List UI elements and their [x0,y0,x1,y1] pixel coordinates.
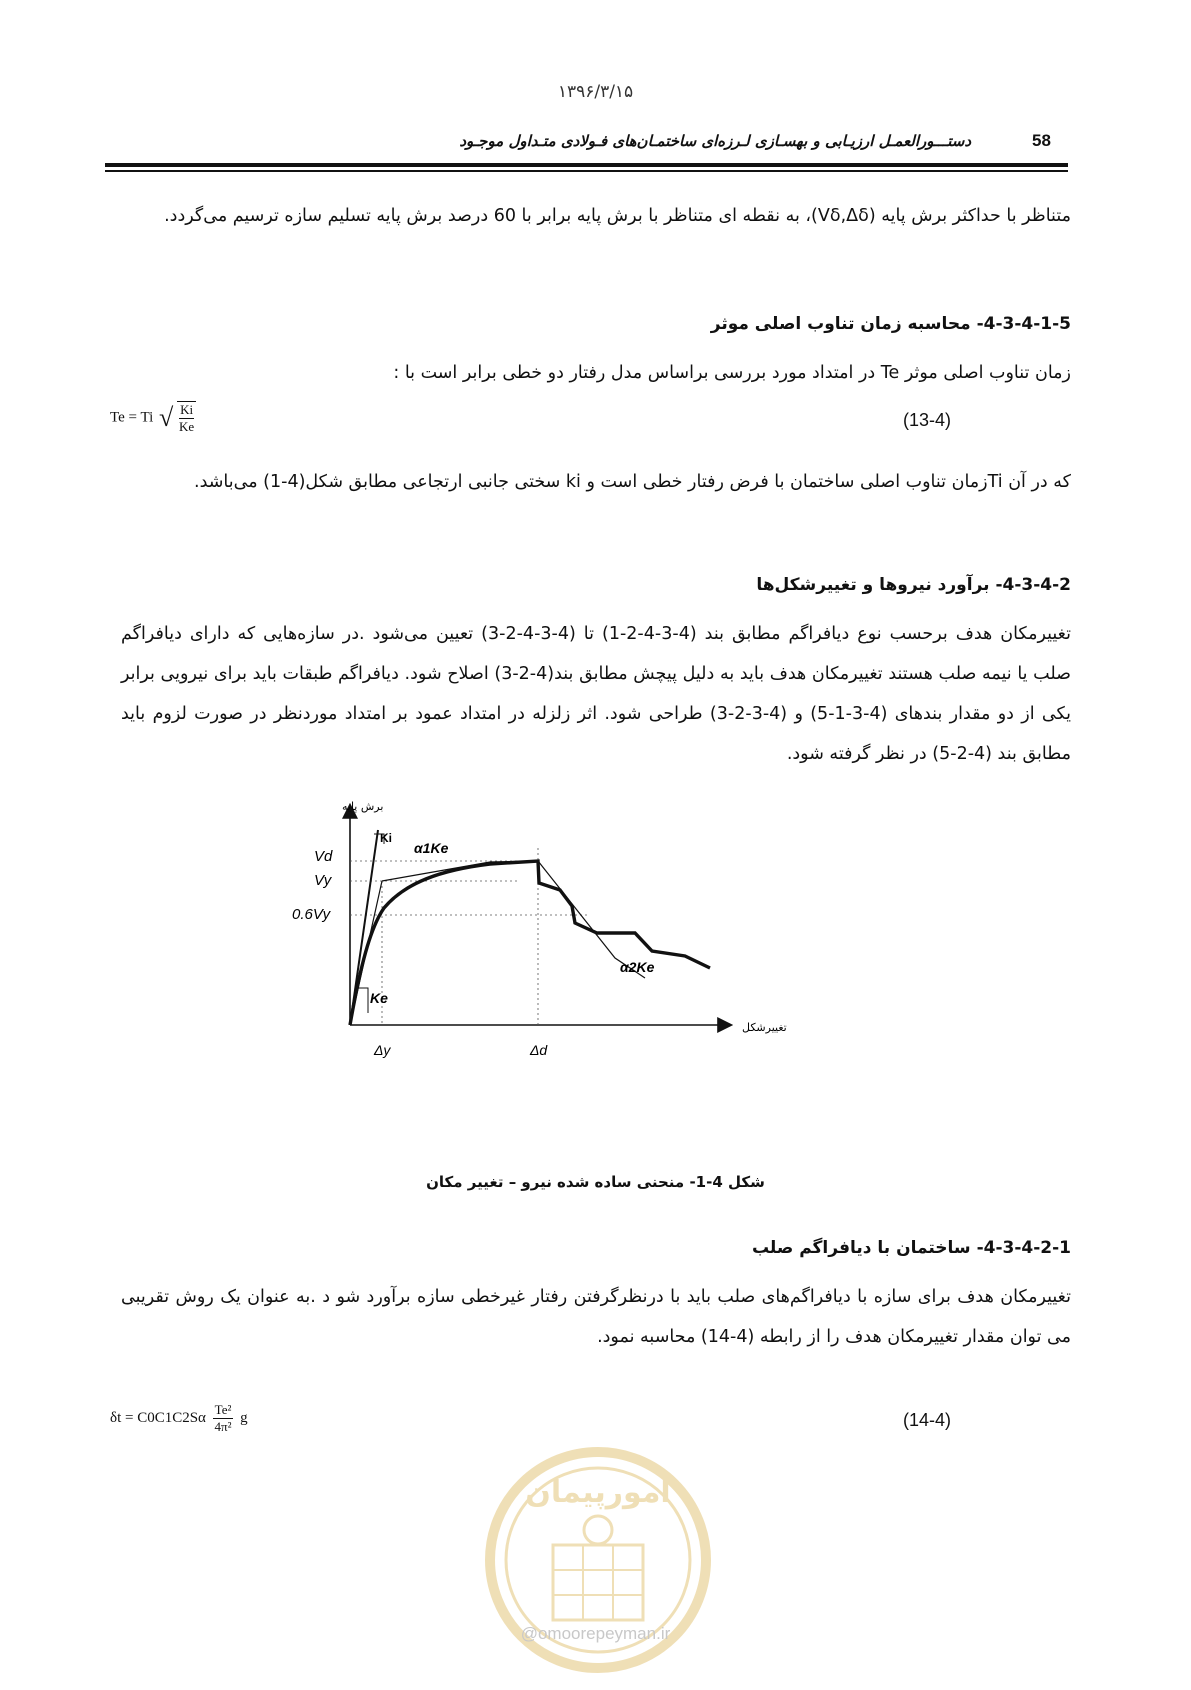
eq2-tail: g [240,1410,248,1426]
eq1-denominator: Ke [179,419,195,434]
label-vd: Vd [314,848,333,865]
eq1-lhs: Te = Ti [110,409,154,426]
figure-caption: شکل 4-1- منحنی ساده شده نیرو – تغییر مکان [426,1173,765,1191]
label-alpha2-ke: α2Ke [620,959,655,975]
print-date: ۱۳۹۶/۳/۱۵ [557,82,634,102]
label-delta-d: Δd [530,1042,548,1058]
equation-number-13-4: (13-4) [903,410,952,430]
omoorepeyman-seal-logo [478,1440,718,1690]
equation-effective-period [110,401,196,435]
sqrt-symbol: √ [159,403,174,432]
eq2-numerator: Te² [214,1402,232,1417]
eq2-denominator: 4π² [214,1419,232,1434]
paragraph-rigid-diaphragm: تغییرمکان هدف برای سازه با دیافراگم‌های صلب باید با درنظرگرفتن رفتار غیرخطی سازه برآورد شو د .به عنوان یک روش تقریبی می توان مقدار تغییرمکان هدف را از رابطه (4-14) محاسبه نمود. [121,1287,1071,1347]
paragraph-period-terms: که در آن Tiزمان تناوب اصلی ساختمان با فرض رفتار خطی است و ki سختی جانبی ارتجاعی مطابق شکل(4-1) می‌باشد. [194,472,1071,492]
header-rule-thick [105,163,1068,167]
section-heading-forces-deformations: 4-3-4-2- برآورد نیروها و تغییرشکل‌ها [756,575,1071,595]
y-axis-label: برش پایه [342,800,384,813]
section-heading-effective-period: 4-3-4-1-5- محاسبه زمان تناوب اصلی موثر [710,314,1071,334]
label-06vy: 0.6Vy [292,906,331,923]
label-ki: Ki [380,831,392,845]
running-header-title: دستـــورالعمـل ارزیـابی و بهسـازی لـرزه‌ای ساختمـان‌های فـولادی متـداول موجـود [459,132,971,150]
paragraph-target-displacement: تغییرمکان هدف برحسب نوع دیافراگم مطابق بند (4-3-4-2-1) تا (4-3-4-2-3) تعیین می‌شود .در سازه‌هایی که دارای دیافراگم صلب یا نیمه صلب هستند تغییرمکان هدف باید به دلیل پیچش مطابق بند(4-2-3) اصلاح شود. دیافراگم طبقات باید برای نیرویی برابر یکی از دو مقدار بندهای (4-3-1-5) و (4-3-2-3) طراحی شود. اثر زلزله در امتداد عمود بر امتداد موردنظر در صورت لزوم باید مطابق بند (4-2-5) در نظر گرفته شود. [121,624,1072,764]
capacity-curve [350,861,710,1025]
label-vy: Vy [314,872,332,889]
page-number: 58 [1032,131,1051,150]
ke-bracket [358,988,368,1013]
label-ke: Ke [370,990,388,1006]
section-heading-rigid-diaphragm: 4-3-4-2-1- ساختمان با دیافراگم صلب [751,1238,1071,1258]
seal-brand-text: امورپیمان [525,1475,671,1510]
equation-number-14-4: (14-4) [903,1410,952,1430]
equation-target-displacement [110,1402,248,1435]
paragraph-period-definition: زمان تناوب اصلی موثر Te در امتداد مورد بررسی براساس مدل رفتار دو خطی برابر است با : [393,363,1071,383]
x-axis-label: تغییرشکل [742,1021,787,1034]
bilinear-idealized-curve [382,861,645,978]
eq1-numerator: Ki [180,402,194,417]
header-rule-thin [105,170,1068,172]
label-delta-y: Δy [374,1042,391,1058]
eq2-lhs: δt = C0C1C2Sα [110,1410,206,1426]
label-alpha1-ke: α1Ke [414,840,449,856]
paragraph-intro: متناظر با حداکثر برش پایه (Vδ,Δδ)، به نقطه ای متناظر با برش پایه برابر با 60 درصد برش پایه تسلیم سازه ترسیم می‌گردد. [164,206,1071,226]
force-displacement-figure [290,788,820,1078]
watermark-url: @omoorepeyman.ir [520,1624,671,1643]
